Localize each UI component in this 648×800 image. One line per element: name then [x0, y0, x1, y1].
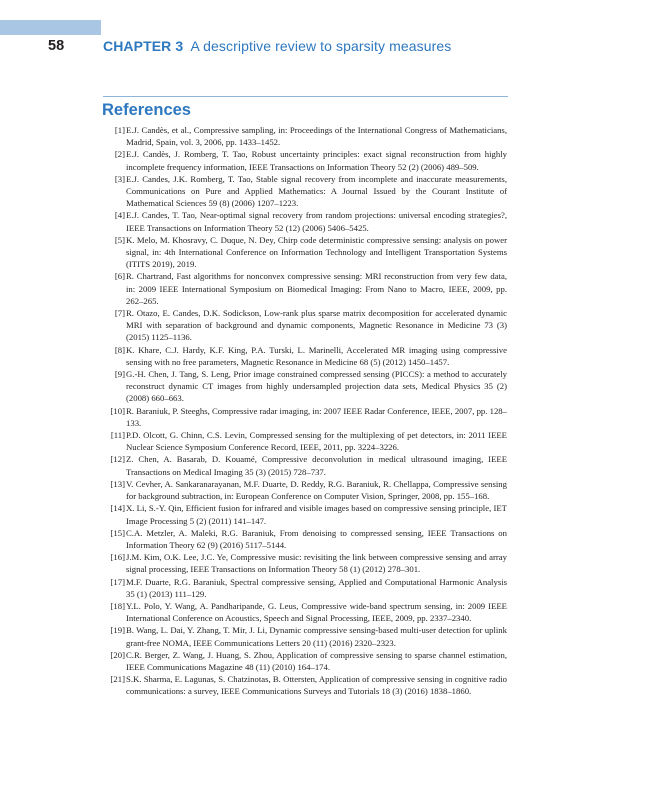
reference-item	[102, 673, 507, 697]
reference-number: [9]	[114, 369, 125, 380]
reference-number: [3]	[114, 173, 125, 184]
reference-item	[102, 649, 507, 673]
reference-number: [15]	[110, 527, 125, 538]
reference-item	[102, 600, 507, 624]
reference-item	[102, 368, 507, 405]
chapter-label: CHAPTER 3	[103, 38, 184, 54]
reference-item	[102, 429, 507, 453]
reference-item	[102, 527, 507, 551]
reference-text: P.D. Olcott, G. Chinn, C.S. Levin, Compressed sensing for the multiplexing of pet detectors, in: 2011 IEEE Nuclear Science Symposium Conference Record, IEEE, 2011, pp. 3224–3226.	[126, 430, 507, 453]
reference-item	[102, 502, 507, 526]
reference-text: E.J. Candès, et al., Compressive sampling, in: Proceedings of the International Congress of Mathematicians, Madrid, Spain, vol. 3, 2006, pp. 1433–1452.	[126, 125, 507, 148]
reference-text: V. Cevher, A. Sankaranarayanan, M.F. Duarte, D. Reddy, R.G. Baraniuk, R. Chellappa, Compressive sensing for background subtraction, in: European Conference on Computer Vision, Springer, 2008, pp. 155–168.	[126, 478, 507, 502]
reference-number: [7]	[114, 308, 125, 319]
reference-item	[102, 453, 507, 477]
reference-number: [1]	[114, 125, 125, 135]
reference-number: [13]	[110, 478, 125, 489]
reference-text: R. Baraniuk, P. Steeghs, Compressive radar imaging, in: 2007 IEEE Radar Conference, IEEE, 2007, pp. 128–133.	[126, 405, 507, 428]
reference-text: S.K. Sharma, E. Lagunas, S. Chatzinotas, B. Ottersten, Application of compressive sensing in cognitive radio communications: a survey, IEEE Communications Surveys and Tutorials 18 (3) (2016) 1838–1860.	[126, 674, 507, 697]
reference-number: [16]	[110, 552, 125, 563]
reference-text: J.M. Kim, O.K. Lee, J.C. Ye, Compressive music: revisiting the link between compressive sensing and array signal processing, IEEE Transactions on Information Theory 58 (1) (2012) 278–301.	[126, 552, 507, 575]
page-number: 58	[48, 38, 65, 54]
reference-number: [21]	[110, 674, 125, 685]
reference-item	[102, 551, 507, 575]
reference-number: [11]	[110, 430, 125, 441]
section-title: References	[102, 101, 191, 119]
reference-number: [19]	[110, 625, 125, 636]
section-divider	[103, 96, 508, 97]
reference-text: R. Otazo, E. Candes, D.K. Sodickson, Low-rank plus sparse matrix decomposition for accelerated dynamic MRI with separation of background and dynamic components, Magnetic Resonance in Medicine 73 (3) (2015) 1125–1136.	[126, 308, 507, 343]
reference-list	[102, 124, 507, 698]
reference-text: Y.L. Polo, Y. Wang, A. Pandharipande, G. Leus, Compressive wide-band spectrum sensing, in: 2009 IEEE International Conference on Acoustics, Speech and Signal Processing, IEEE, 2009, pp. 2337–2340.	[126, 600, 507, 624]
reference-text: M.F. Duarte, R.G. Baraniuk, Spectral compressive sensing, Applied and Computational Harmonic Analysis 35 (1) (2013) 111–129.	[126, 576, 507, 599]
reference-item	[102, 234, 507, 271]
header-accent-bar	[0, 20, 101, 35]
reference-text: E.J. Candes, T. Tao, Near-optimal signal recovery from random projections: universal encoding strategies?, IEEE Transactions on Information Theory 52 (12) (2006) 5406–5425.	[126, 210, 507, 233]
reference-number: [4]	[114, 210, 125, 221]
reference-text: Z. Chen, A. Basarab, D. Kouamé, Compressive deconvolution in medical ultrasound imaging, IEEE Transactions on Medical Imaging 35 (3) (2015) 728–737.	[126, 454, 507, 477]
reference-number: [14]	[110, 503, 125, 514]
reference-item	[102, 270, 507, 307]
reference-number: [8]	[114, 344, 125, 355]
chapter-title: A descriptive review to sparsity measures	[190, 38, 452, 54]
reference-number: [5]	[114, 234, 125, 245]
reference-text: R. Chartrand, Fast algorithms for nonconvex compressive sensing: MRI reconstruction from very few data, in: 2009 IEEE International Symposium on Biomedical Imaging: From Nano to Macro, IEEE, 2009, pp. 262–265.	[126, 271, 507, 306]
reference-text: B. Wang, L. Dai, Y. Zhang, T. Mir, J. Li, Dynamic compressive sensing-based multi-user detection for uplink grant-free NOMA, IEEE Communications Letters 20 (11) (2016) 2320–2323.	[126, 625, 507, 648]
reference-item	[102, 478, 507, 502]
reference-number: [6]	[114, 271, 125, 282]
reference-item	[102, 624, 507, 648]
running-header	[0, 38, 648, 58]
reference-number: [17]	[110, 576, 125, 587]
reference-text: G.-H. Chen, J. Tang, S. Leng, Prior image constrained compressed sensing (PICCS): a method to accurately reconstruct dynamic CT images from highly undersampled projection data sets, Medical Physics 35 (2) (2008) 660–663.	[126, 369, 507, 404]
reference-text: K. Khare, C.J. Hardy, K.F. King, P.A. Turski, L. Marinelli, Accelerated MR imaging using compressive sensing with no free parameters, Magnetic Resonance in Medicine 68 (5) (2012) 1450–1457.	[126, 344, 507, 367]
reference-item	[102, 307, 507, 344]
reference-number: [10]	[110, 405, 125, 416]
reference-item	[102, 576, 507, 600]
reference-item	[102, 405, 507, 429]
reference-number: [12]	[110, 454, 125, 465]
reference-item	[102, 148, 507, 172]
reference-number: [2]	[114, 149, 125, 160]
reference-item	[102, 344, 507, 368]
chapter-heading	[103, 38, 451, 54]
reference-item	[102, 124, 507, 148]
reference-text: C.R. Berger, Z. Wang, J. Huang, S. Zhou, Application of compressive sensing to sparse channel estimation, IEEE Communications Magazine 48 (11) (2010) 164–174.	[126, 649, 507, 672]
reference-text: K. Melo, M. Khosravy, C. Duque, N. Dey, Chirp code deterministic compressive sensing: analysis on power signal, in: 4th International Conference on Information Technology and Intelligent Transportation Systems (ITITS 2019), 2019.	[126, 234, 507, 270]
reference-number: [20]	[110, 649, 125, 660]
reference-item	[102, 173, 507, 210]
reference-item	[102, 209, 507, 233]
reference-text: C.A. Metzler, A. Maleki, R.G. Baraniuk, From denoising to compressed sensing, IEEE Transactions on Information Theory 62 (9) (2016) 5117–5144.	[126, 527, 507, 550]
reference-text: E.J. Candes, J.K. Romberg, T. Tao, Stable signal recovery from incomplete and inaccurate measurements, Communications on Pure and Applied Mathematics: A Journal Issued by the Courant Institute of Mathematical Sciences 59 (8) (2006) 1207–1223.	[126, 173, 507, 209]
reference-number: [18]	[110, 600, 125, 611]
reference-text: X. Li, S.-Y. Qin, Efficient fusion for infrared and visible images based on compressive sensing principle, IET Image Processing 5 (2) (2011) 141–147.	[126, 503, 507, 526]
reference-text: E.J. Candès, J. Romberg, T. Tao, Robust uncertainty principles: exact signal reconstruction from highly incomplete frequency information, IEEE Transactions on Information Theory 52 (2) (2006) 489–509.	[126, 149, 507, 172]
